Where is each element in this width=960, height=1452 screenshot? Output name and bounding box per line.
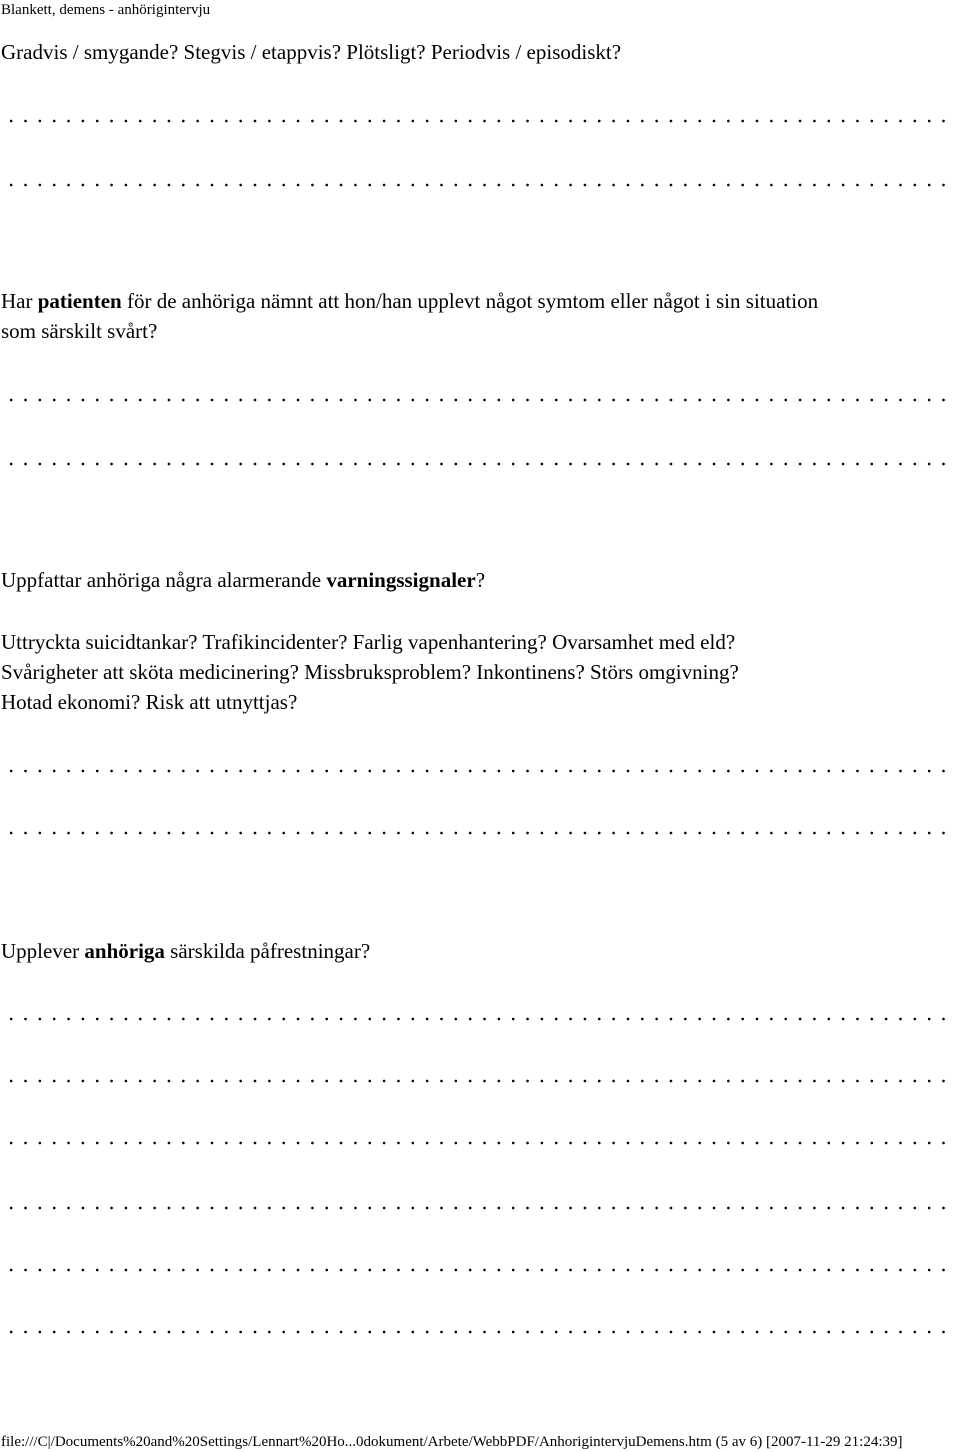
answer-line xyxy=(0,119,952,123)
question-suffix: för de anhöriga nämnt att hon/han upplevt något symtom eller något i sin situation xyxy=(121,289,819,313)
relative-strain-question xyxy=(1,936,370,966)
warning-examples-line1: Uttryckta suicidtankar? Trafikincidenter? Farlig vapenhantering? Ovarsamhet med eld? xyxy=(1,630,736,654)
answer-line xyxy=(0,1268,952,1272)
answer-line xyxy=(0,1017,952,1021)
question-prefix: Uppfattar anhöriga några alarmerande xyxy=(1,568,327,592)
question-prefix: Har xyxy=(1,289,38,313)
question-emphasis: patienten xyxy=(37,289,122,313)
answer-line xyxy=(0,183,952,187)
document-footer: file:///C|/Documents%20and%20Settings/Lennart%20Ho...0dokument/Arbete/WebbPDF/AnhorigintervjuDemens.htm (5 av 6) [2007-11-29 21:24:39] xyxy=(1,1434,903,1450)
answer-line xyxy=(0,462,952,466)
answer-line xyxy=(0,769,952,773)
question-prefix: Upplever xyxy=(1,939,85,963)
patient-difficulty-question xyxy=(1,286,818,316)
answer-line xyxy=(0,398,952,402)
answer-line xyxy=(0,1079,952,1083)
question-suffix: ? xyxy=(475,568,486,592)
answer-line xyxy=(0,1330,952,1334)
answer-line xyxy=(0,1206,952,1210)
question-suffix: särskilda påfrestningar? xyxy=(164,939,371,963)
warning-signals-question xyxy=(1,565,485,595)
warning-examples-line3: Hotad ekonomi? Risk att utnyttjas? xyxy=(1,690,298,714)
warning-examples-line2: Svårigheter att sköta medicinering? Missbruksproblem? Inkontinens? Störs omgivning? xyxy=(1,660,739,684)
question-emphasis: varningssignaler xyxy=(326,568,476,592)
answer-line xyxy=(0,831,952,835)
question-emphasis: anhöriga xyxy=(84,939,165,963)
onset-question: Gradvis / smygande? Stegvis / etappvis? Plötsligt? Periodvis / episodiskt? xyxy=(1,40,622,64)
patient-difficulty-question-line2: som särskilt svårt? xyxy=(1,319,158,343)
document-header: Blankett, demens - anhörigintervju xyxy=(1,2,211,18)
answer-line xyxy=(0,1141,952,1145)
